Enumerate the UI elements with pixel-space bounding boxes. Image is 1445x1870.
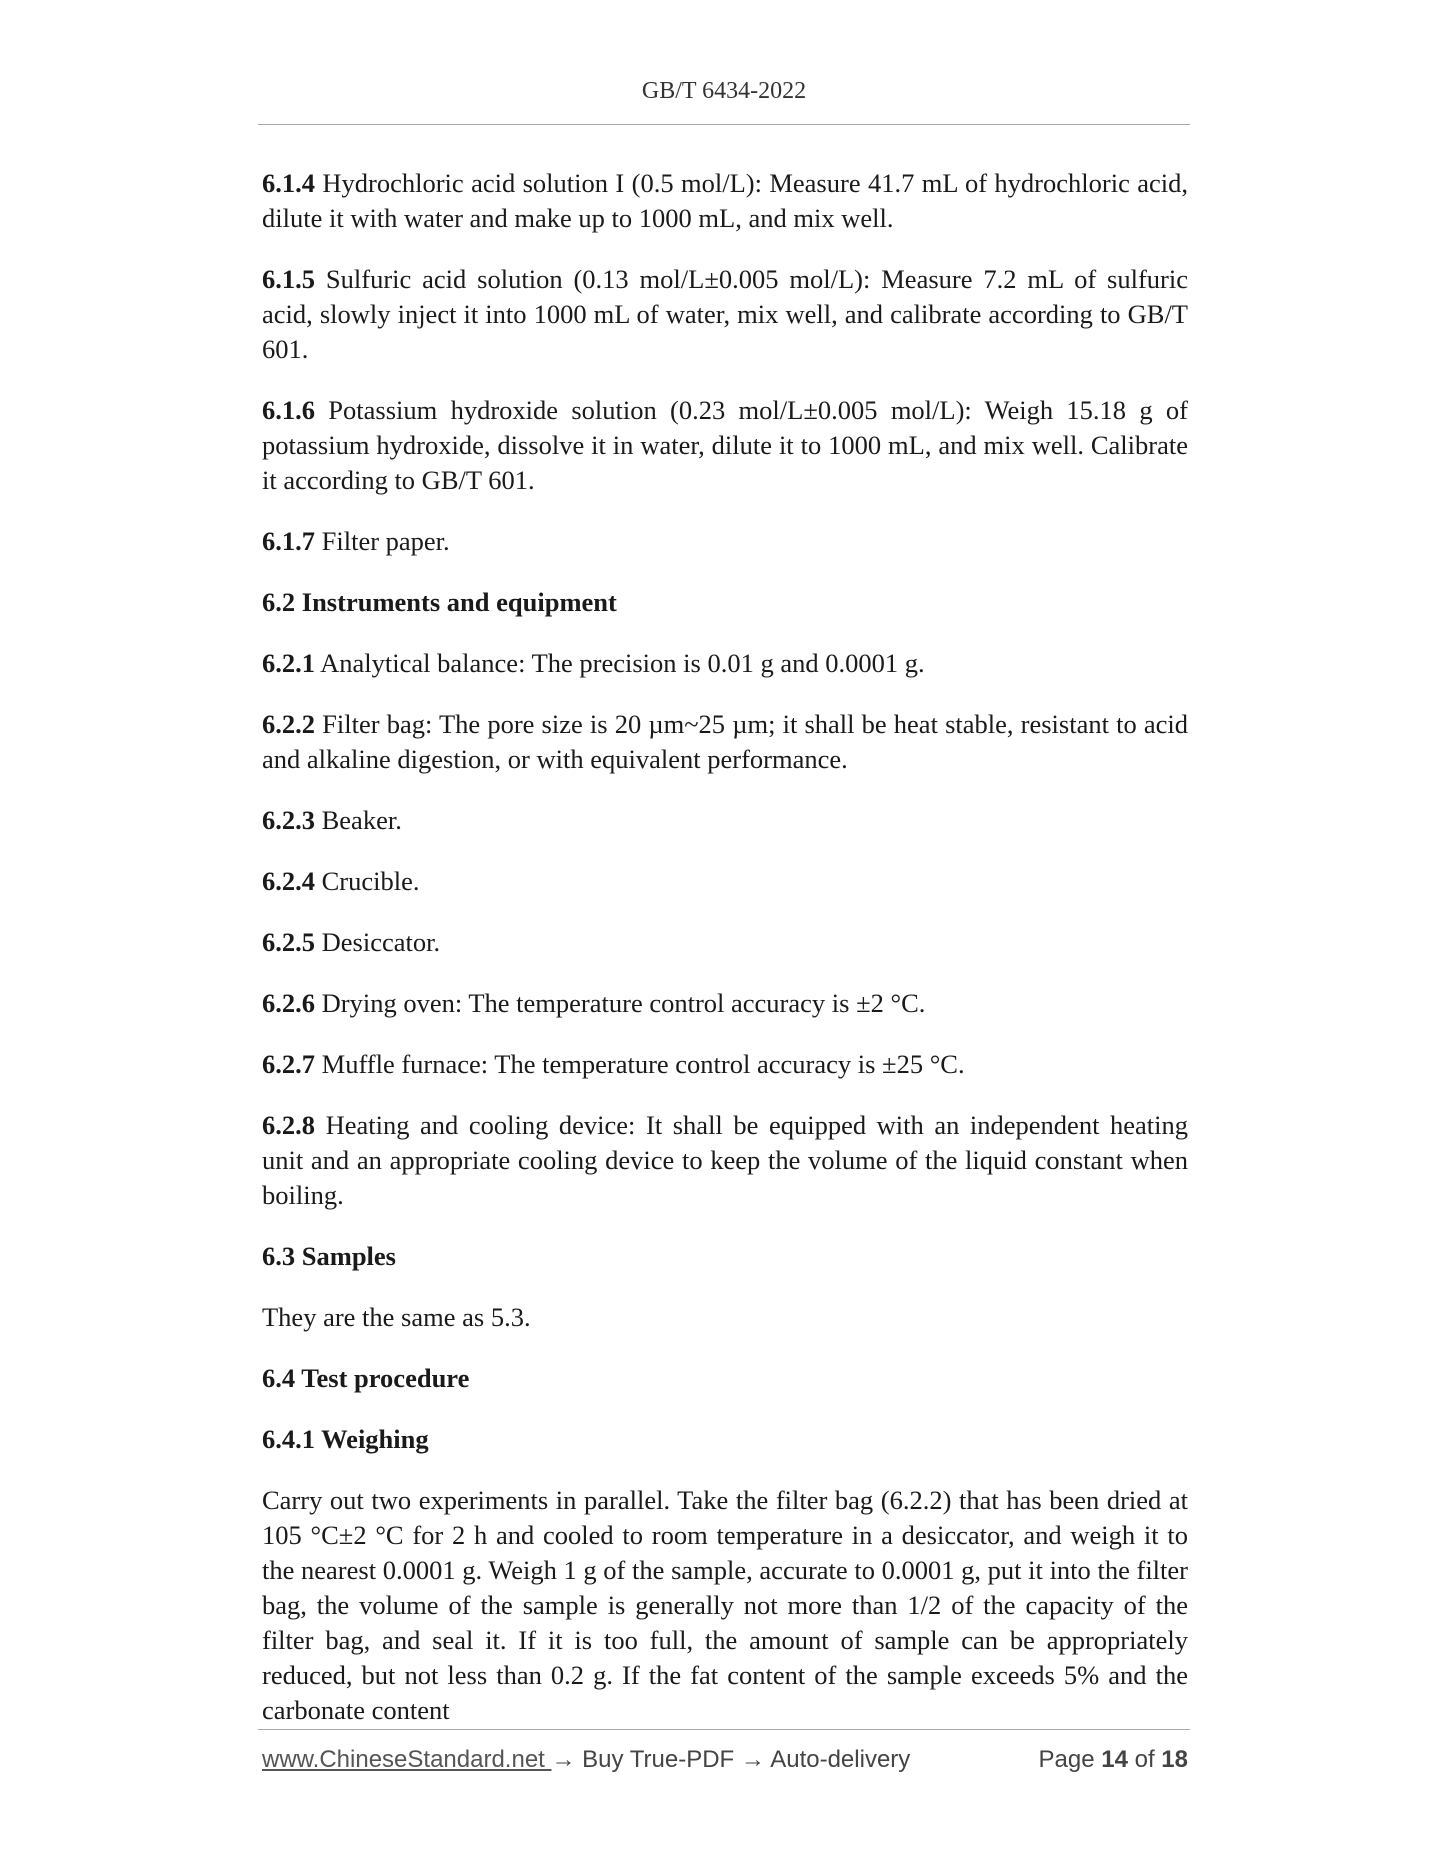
clause-text: Desiccator. [315,927,441,957]
clause-6-2-7 [262,1047,1188,1082]
clause-6-2-2 [262,707,1188,777]
clause-text: Sulfuric acid solution (0.13 mol/L±0.005 mol/L): Measure 7.2 mL of sulfuric acid, slowly inject it into 1000 mL of water, mix well, and calibrate according to GB/T 601. [262,264,1188,364]
clause-6-2-8 [262,1108,1188,1213]
clause-number: 6.1.5 [262,264,315,294]
document-header-id: GB/T 6434-2022 [641,78,807,104]
clause-6-2-3 [262,803,1188,838]
clause-6-2-4 [262,864,1188,899]
clause-6-2-1 [262,646,1188,681]
arrow-right-icon: → [740,1746,765,1773]
clause-text: Heating and cooling device: It shall be equipped with an independent heating unit and an appropriate cooling device to keep the volume of the liquid constant when boiling. [262,1110,1188,1210]
arrow-right-icon: → [551,1746,576,1773]
total-page-count: 18 [1161,1746,1188,1773]
clause-6-2-6 [262,986,1188,1021]
footer-divider [258,1729,1190,1730]
clause-number: 6.1.6 [262,395,315,425]
clause-text: Analytical balance: The precision is 0.01 g and 0.0001 g. [315,648,925,678]
clause-6-1-4 [262,166,1188,236]
page-label: Page [1038,1746,1102,1773]
website-link[interactable]: www.ChineseStandard.net [262,1746,552,1773]
header-divider [258,124,1190,125]
clause-text: Crucible. [315,866,420,896]
page-of-label: of [1127,1746,1162,1773]
page-footer [262,1746,1188,1774]
page-indicator [1039,1746,1188,1774]
clause-number: 6.2.8 [262,1110,315,1140]
auto-delivery-text: Auto-delivery [764,1746,911,1773]
section-heading-6-3: 6.3 Samples [262,1241,396,1271]
clause-number: 6.2.3 [262,805,315,835]
clause-6-1-5 [262,262,1188,367]
clause-number: 6.1.7 [262,526,315,556]
section-heading-6-4: 6.4 Test procedure [262,1363,470,1393]
clause-6-1-6 [262,393,1188,498]
clause-number: 6.2.2 [262,709,315,739]
paragraph-samples: They are the same as 5.3. [262,1302,531,1332]
clause-text: Potassium hydroxide solution (0.23 mol/L±0.005 mol/L): Weigh 15.18 g of potassium hydroxide, dissolve it in water, dilute it to 1000 mL, and mix well. Calibrate it according to GB/T 601. [262,395,1188,495]
clause-text: Filter bag: The pore size is 20 µm~25 µm; it shall be heat stable, resistant to acid and alkaline digestion, or with equivalent performance. [262,709,1188,774]
section-heading-6-4-1: 6.4.1 Weighing [262,1424,429,1454]
current-page-number: 14 [1101,1746,1128,1773]
clause-text: Muffle furnace: The temperature control accuracy is ±25 °C. [315,1049,965,1079]
clause-text: Filter paper. [315,526,450,556]
clause-6-1-7 [262,524,1188,559]
buy-pdf-text: Buy True-PDF [575,1746,741,1773]
clause-number: 6.2.1 [262,648,315,678]
clause-6-2-5 [262,925,1188,960]
clause-number: 6.2.4 [262,866,315,896]
clause-number: 6.2.5 [262,927,315,957]
clause-text: Beaker. [315,805,402,835]
document-body [262,166,1188,1754]
clause-number: 6.1.4 [262,168,315,198]
clause-text: Drying oven: The temperature control accuracy is ±2 °C. [315,988,926,1018]
clause-text: Hydrochloric acid solution I (0.5 mol/L): Measure 41.7 mL of hydrochloric acid, dilute it with water and make up to 1000 mL, and mix well. [262,168,1188,233]
paragraph-weighing: Carry out two experiments in parallel. Take the filter bag (6.2.2) that has been dried at 105 °C±2 °C for 2 h and cooled to room temperature in a desiccator, and weigh it to the nearest 0.0001 g. Weigh 1 g of the sample, accurate to 0.0001 g, put it into the filter bag, the volume of the sample is generally not more than 1/2 of the capacity of the filter bag, and seal it. If it is too full, the amount of sample can be appropriately reduced, but not less than 0.2 g. If the fat content of the sample exceeds 5% and the carbonate content [262,1485,1188,1725]
clause-number: 6.2.7 [262,1049,315,1079]
clause-number: 6.2.6 [262,988,315,1018]
section-heading-6-2: 6.2 Instruments and equipment [262,587,617,617]
